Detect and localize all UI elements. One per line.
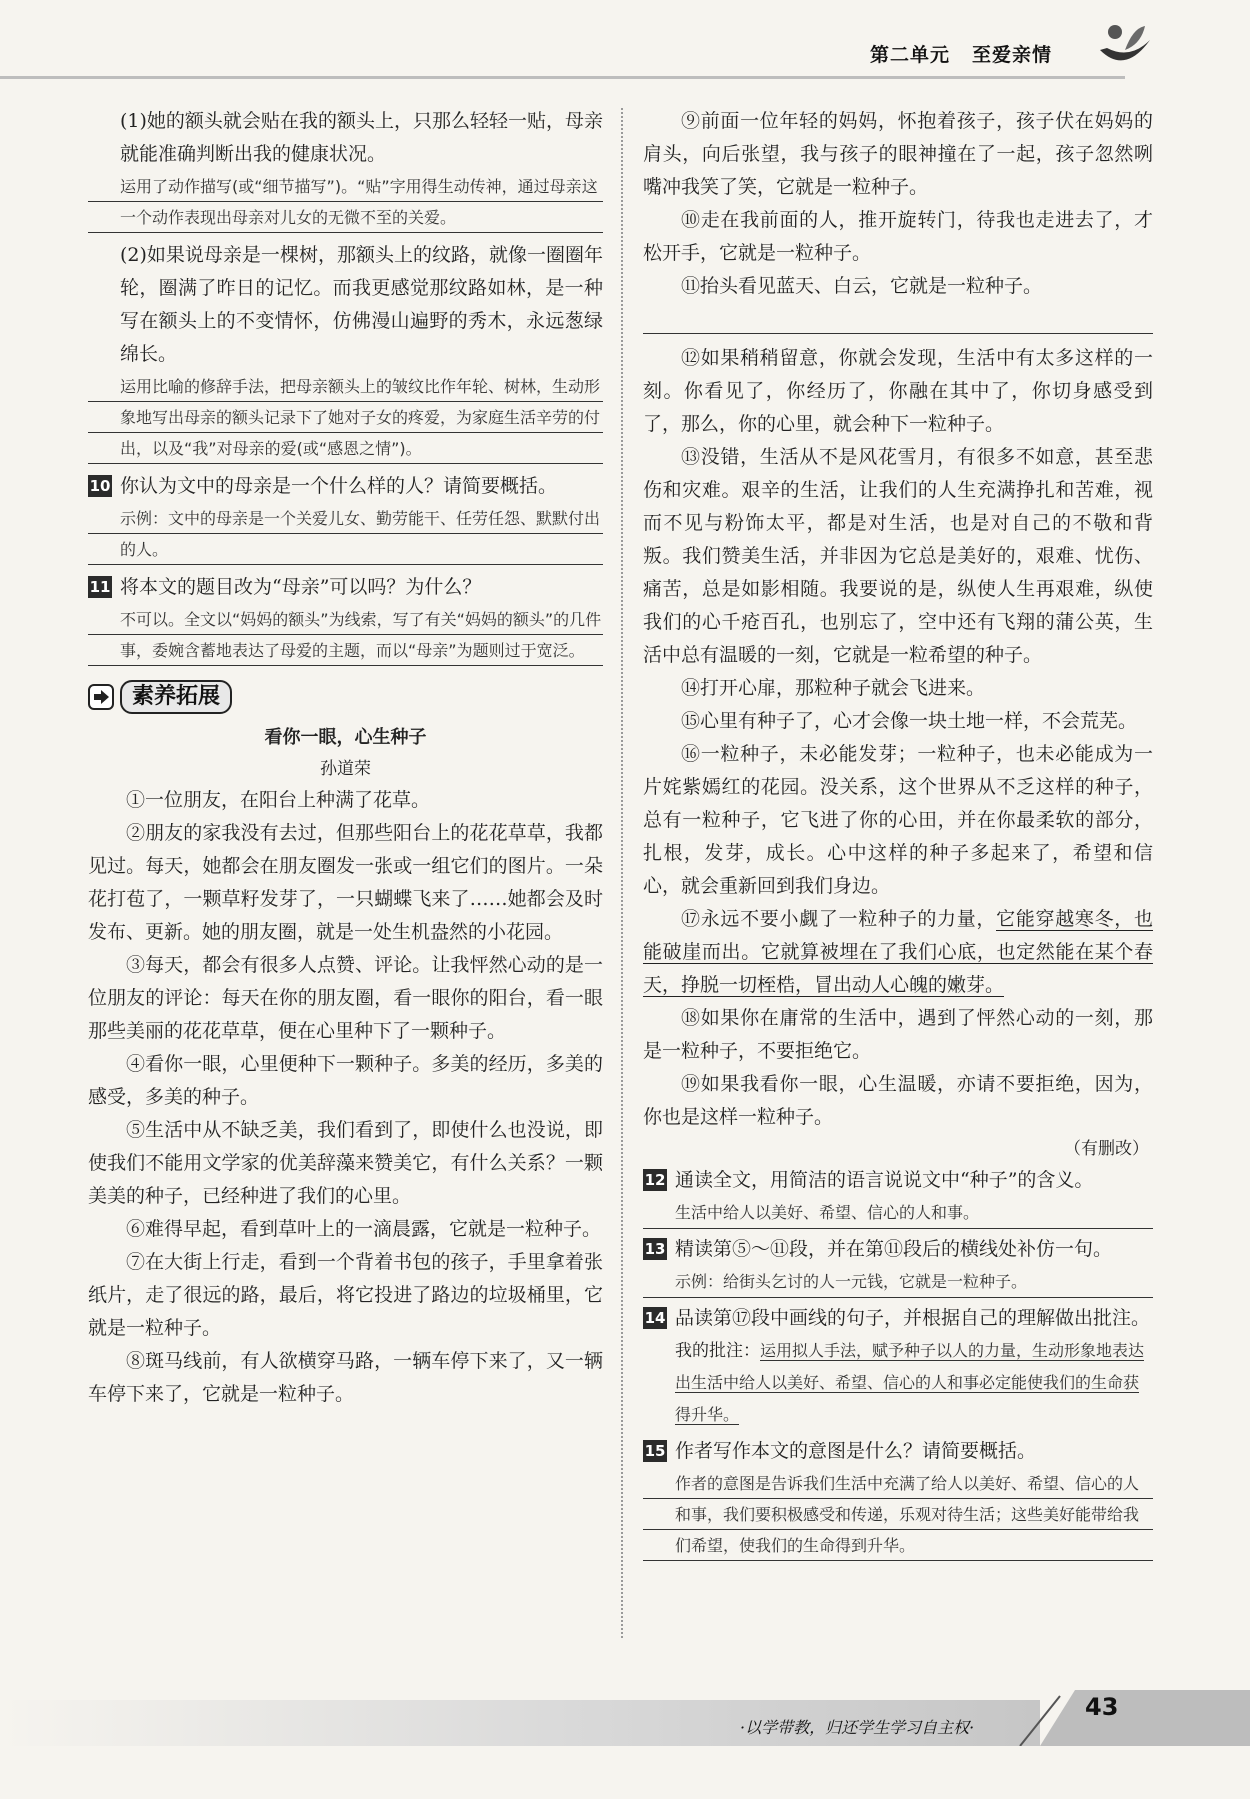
article-title: 看你一眼，心生种子 bbox=[264, 727, 427, 748]
paragraph: ⑤生活中从不缺乏美，我们看到了，即使什么也没说，即使我们不能用文学家的优美辞藻来赞美它，有什么关系？一颗美美的种子，已经种进了我们的心里。 bbox=[88, 1119, 603, 1207]
question-15-text: 作者写作本文的意图是什么？请简要概括。 bbox=[675, 1440, 1037, 1462]
question-13-text: 精读第⑤～⑪段，并在第⑪段后的横线处补仿一句。 bbox=[675, 1238, 1113, 1260]
p17-start: ⑰永远不要小觑了一粒种子的力量， bbox=[681, 908, 997, 930]
paragraph: ⑫如果稍稍留意，你就会发现，生活中有太多这样的一刻。你看见了，你经历了，你融在其中了，你切身感受到了，那么，你的心里，就会种下一粒种子。 bbox=[643, 347, 1153, 435]
question-10-text: 你认为文中的母亲是一个什么样的人？请简要概括。 bbox=[120, 475, 558, 497]
question-12-text: 通读全文，用简洁的语言说说文中“种子”的含义。 bbox=[675, 1169, 1094, 1191]
unit-label: 第二单元 bbox=[870, 44, 951, 66]
right-column bbox=[643, 105, 1153, 1561]
paragraph: ⑲如果我看你一眼，心生温暖，亦请不要拒绝，因为，你也是这样一粒种子。 bbox=[643, 1073, 1153, 1128]
section-banner-label: 素养拓展 bbox=[120, 680, 232, 714]
paragraph: ③每天，都会有很多人点赞、评论。让我怦然心动的是一位朋友的评论：每天在你的朋友圈，看一眼你的阳台，看一眼那些美丽的花花草草，便在心里种下了一颗种子。 bbox=[88, 954, 603, 1042]
brand-logo-icon bbox=[1095, 20, 1155, 75]
page-header bbox=[0, 0, 1250, 80]
question-number-badge: 11 bbox=[89, 578, 111, 596]
q13-answer: 示例：给街头乞讨的人一元钱，它就是一粒种子。 bbox=[643, 1266, 1153, 1298]
question-number-badge: 10 bbox=[89, 477, 111, 495]
q14-answer: 运用拟人手法，赋予种子以人的力量，生动形象地表达出生活中给人以美好、希望、信心的人和事必定能使我们的生命获得升华。 bbox=[675, 1341, 1145, 1424]
paragraph: ⑥难得早起，看到草叶上的一滴晨露，它就是一粒种子。 bbox=[126, 1218, 602, 1240]
footer-band bbox=[0, 1690, 1250, 1746]
annotation-label: 我的批注： bbox=[675, 1341, 760, 1361]
header-title bbox=[870, 40, 1074, 67]
paragraph: ⑧斑马线前，有人欲横穿马路，一辆车停下来了，又一辆车停下来了，它就是一粒种子。 bbox=[88, 1350, 603, 1405]
article-author: 孙道荣 bbox=[320, 759, 371, 779]
q14-annotation bbox=[643, 1335, 1153, 1431]
paragraph: ⑪抬头看见蓝天、白云，它就是一粒种子。 bbox=[681, 275, 1043, 297]
q9-2-answer: 运用比喻的修辞手法，把母亲额头上的皱纹比作年轮、树林，生动形象地写出母亲的额头记录下了她对子女的疼爱，为家庭生活辛劳的付出，以及“我”对母亲的爱(或“感恩之情”)。 bbox=[88, 371, 603, 464]
question-number-badge: 15 bbox=[644, 1442, 666, 1460]
paragraph-17 bbox=[643, 903, 1153, 1002]
header-rule bbox=[0, 76, 1125, 79]
q12-answer: 生活中给人以美好、希望、信心的人和事。 bbox=[643, 1197, 1153, 1229]
paragraph: ⑨前面一位年轻的妈妈，怀抱着孩子，孩子伏在妈妈的肩头，向后张望，我与孩子的眼神撞在了一起，孩子忽然咧嘴冲我笑了笑，它就是一粒种子。 bbox=[643, 110, 1153, 198]
question-12 bbox=[643, 1164, 1153, 1197]
paragraph: ⑮心里有种子了，心才会像一块土地一样，不会荒芜。 bbox=[681, 710, 1138, 732]
paragraph: ④看你一眼，心里便种下一颗种子。多美的经历，多美的感受，多美的种子。 bbox=[88, 1053, 603, 1108]
q9-2-text: (2)如果说母亲是一棵树，那额头上的纹路，就像一圈圈年轮，圈满了昨日的记忆。而我更感觉那纹路如林，是一种写在额头上的不变情怀，仿佛漫山遍野的秀木，永远葱绿绵长。 bbox=[120, 244, 603, 365]
arrow-right-icon bbox=[88, 684, 114, 710]
page-number: 43 bbox=[1085, 1693, 1119, 1721]
section-banner bbox=[88, 678, 603, 716]
question-number-badge: 12 bbox=[644, 1171, 666, 1189]
paragraph: ⑯一粒种子，未必能发芽；一粒种子，也未必能成为一片姹紫嫣红的花园。没关系，这个世界从不乏这样的种子，总有一粒种子，它飞进了你的心田，并在你最柔软的部分，扎根，发芽，成长。心中这样的种子多起来了，希望和信心，就会重新回到我们身边。 bbox=[643, 743, 1153, 897]
left-column bbox=[88, 105, 603, 1411]
edit-note: （有删改） bbox=[1064, 1139, 1149, 1159]
paragraph: ②朋友的家我没有去过，但那些阳台上的花花草草，我都见过。每天，她都会在朋友圈发一张或一组它们的图片。一朵花打苞了，一颗草籽发芽了，一只蝴蝶飞来了……她都会及时发布、更新。她的朋友圈，就是一处生机盎然的小花园。 bbox=[88, 822, 603, 943]
paragraph: ⑩走在我前面的人，推开旋转门，待我也走进去了，才松开手，它就是一粒种子。 bbox=[643, 209, 1153, 264]
q9-1-text: (1)她的额头就会贴在我的额头上，只那么轻轻一贴，母亲就能准确判断出我的健康状况。 bbox=[120, 110, 603, 165]
paragraph: ⑱如果你在庸常的生活中，遇到了怦然心动的一刻，那是一粒种子，不要拒绝它。 bbox=[643, 1007, 1153, 1062]
fill-in-blank-line[interactable] bbox=[643, 303, 1153, 334]
question-13 bbox=[643, 1233, 1153, 1266]
question-11-text: 将本文的题目改为“母亲”可以吗？为什么？ bbox=[120, 576, 482, 598]
q9-1-answer: 运用了动作描写(或“细节描写”)。“贴”字用得生动传神，通过母亲这一个动作表现出母亲对儿女的无微不至的关爱。 bbox=[88, 171, 603, 233]
paragraph: ⑦在大街上行走，看到一个背着书包的孩子，手里拿着张纸片，走了很远的路，最后，将它投进了路边的垃圾桶里，它就是一粒种子。 bbox=[88, 1251, 603, 1339]
paragraph: ①一位朋友，在阳台上种满了花草。 bbox=[126, 789, 431, 811]
question-number-badge: 14 bbox=[644, 1309, 666, 1327]
question-10 bbox=[88, 470, 603, 503]
question-14-text: 品读第⑰段中画线的句子，并根据自己的理解做出批注。 bbox=[675, 1307, 1151, 1329]
unit-title: 至爱亲情 bbox=[972, 44, 1053, 66]
question-11 bbox=[88, 571, 603, 604]
p17-underlined: 它能穿越寒冬，也能破崖而出。它就算被埋在了我们心底，也定然能在某个春天，挣脱一切桎梏，冒出动人心魄的嫩芽。 bbox=[643, 908, 1153, 996]
question-14 bbox=[643, 1302, 1153, 1335]
question-number-badge: 13 bbox=[644, 1240, 666, 1258]
question-15 bbox=[643, 1435, 1153, 1468]
column-divider bbox=[621, 108, 623, 1638]
q11-answer: 不可以。全文以“妈妈的额头”为线索，写了有关“妈妈的额头”的几件事，委婉含蓄地表达了母爱的主题，而以“母亲”为题则过于宽泛。 bbox=[88, 604, 603, 666]
paragraph: ⑬没错，生活从不是风花雪月，有很多不如意，甚至悲伤和灾难。艰辛的生活，让我们的人生充满挣扎和苦难，视而不见与粉饰太平，都是对生活，也是对自己的不敬和背叛。我们赞美生活，并非因为它总是美好的，艰难、忧伤、痛苦，总是如影相随。我要说的是，纵使人生再艰难，纵使我们的心千疮百孔，也别忘了，空中还有飞翔的蒲公英，生活中总有温暖的一刻，它就是一粒希望的种子。 bbox=[643, 446, 1153, 666]
q10-answer: 示例：文中的母亲是一个关爱儿女、勤劳能干、任劳任怨、默默付出的人。 bbox=[88, 503, 603, 565]
q15-answer: 作者的意图是告诉我们生活中充满了给人以美好、希望、信心的人和事，我们要积极感受和传递，乐观对待生活；这些美好能带给我们希望，使我们的生命得到升华。 bbox=[643, 1468, 1153, 1561]
footer-slogan: ·以学带教，归还学生学习自主权· bbox=[740, 1718, 975, 1737]
paragraph: ⑭打开心扉，那粒种子就会飞进来。 bbox=[681, 677, 986, 699]
